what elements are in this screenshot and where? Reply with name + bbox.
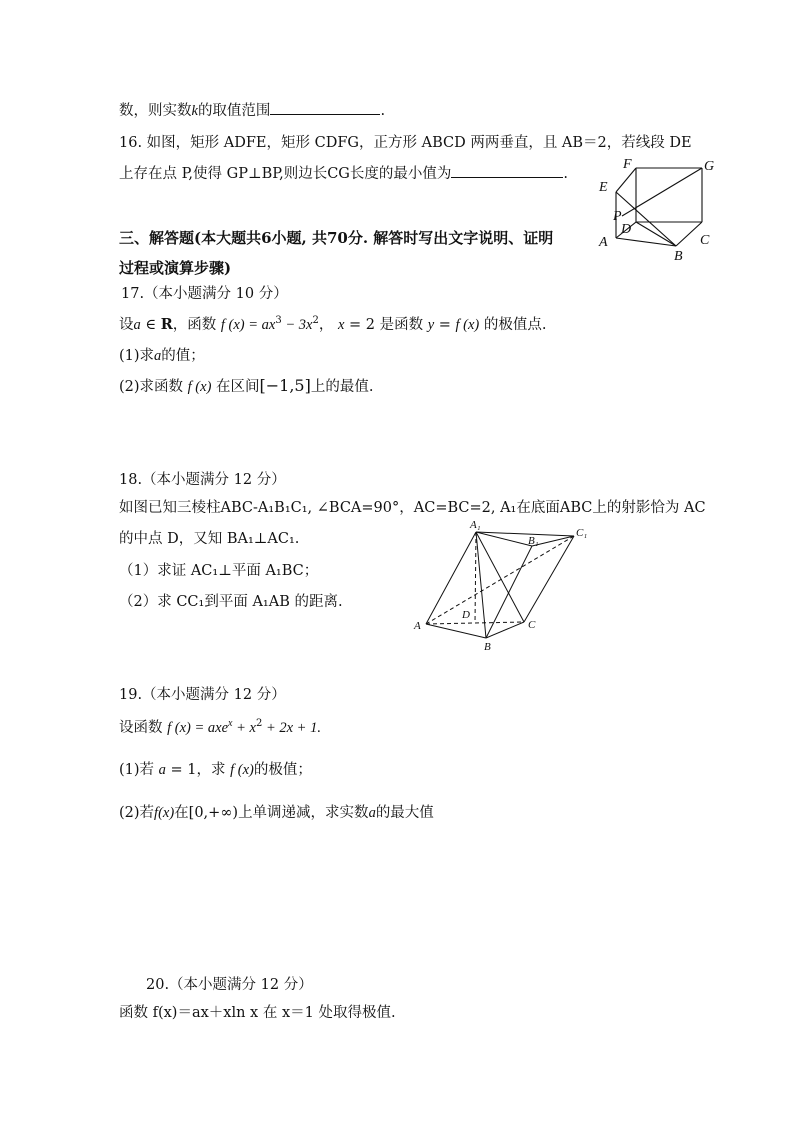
q17-part1 (119, 346, 205, 366)
fig-label: P (613, 209, 622, 224)
fig-label: G (704, 159, 715, 174)
text: 的值； (161, 348, 205, 364)
text: 设函数 (119, 720, 168, 736)
q20-statement: 函数 f(x)＝ax＋xln x 在 x＝1 处取得极值. (119, 1005, 396, 1021)
func-f: f (x) = ax (220, 317, 276, 333)
q17-header: 17.（本小题满分 10 分） (121, 286, 288, 302)
fig-label: B (674, 249, 683, 264)
q19-statement (119, 718, 321, 738)
q20-header: 20.（本小题满分 12 分） (146, 977, 313, 993)
var-x: x (337, 317, 345, 333)
q16-figure-box (592, 152, 724, 264)
var-a: a (158, 762, 166, 778)
func-f: f (x) (455, 317, 480, 333)
fig-label: B₁ (528, 535, 539, 547)
text: (1)若 (119, 762, 159, 778)
section3-line1: 三、解答题(本大题共6小题, 共70分. 解答时写出文字说明、证明 (119, 229, 554, 247)
text: 设 (119, 317, 134, 333)
text: 上单调递减，求实数 (238, 805, 369, 821)
text: = 2 是函数 (344, 317, 428, 333)
text: ，函数 (172, 317, 221, 333)
fig-label: F (623, 157, 632, 172)
q16-line2 (119, 163, 568, 184)
q15-tail (119, 100, 385, 121)
section3-line2: 过程或演算步骤) (119, 259, 232, 277)
fig-label: A (599, 235, 608, 250)
q18-part2: （2）求 CC₁到平面 A₁AB 的距离. (119, 594, 343, 610)
q15-text-2: 的取值范围 (197, 103, 271, 119)
text: ∈ (140, 317, 161, 333)
exp-3: 3 (275, 315, 282, 326)
exp-x: x (228, 718, 233, 729)
fig-label: C₁ (576, 527, 588, 539)
var-a: a (368, 805, 376, 821)
q16-line1: 16. 如图，矩形 ADFE，矩形 CDFG，正方形 ABCD 两两垂直，且 AB＝2，若线段 DE (119, 135, 692, 151)
fig-label: C (700, 233, 710, 248)
func-f: f (x) (230, 762, 254, 778)
text: 的极值； (253, 762, 312, 778)
q18-line1: 如图已知三棱柱ABC-A₁B₁C₁, ∠BCA=90°，AC=BC=2, A₁在底面ABC上的射影恰为 AC (119, 500, 706, 516)
term: + x (232, 720, 256, 736)
text: 的最大值 (375, 805, 434, 821)
q19-part2 (119, 803, 434, 823)
func-f: f (x) (187, 379, 212, 395)
interval: [−1,5] (259, 376, 311, 395)
q18-line2: 的中点 D，又知 BA₁⊥AC₁. (119, 531, 300, 547)
text: = (434, 317, 456, 333)
exp-2: 2 (312, 315, 319, 326)
fig-label: C (528, 619, 536, 631)
exp-2: 2 (255, 718, 263, 729)
text: (1)求 (119, 348, 155, 364)
var-a: a (154, 348, 162, 364)
interval: [0,+∞) (188, 805, 239, 821)
answer-blank[interactable] (270, 100, 380, 115)
func-f: f (x) = axe (167, 720, 229, 736)
q17-part2 (119, 376, 373, 397)
q16-line2-text: 上存在点 P,使得 GP⊥BP,则边长CG长度的最小值为 (119, 166, 452, 182)
q15-text: 数，则实数 (119, 103, 192, 119)
q19-part1 (119, 760, 312, 780)
text: 上的最值. (310, 379, 374, 395)
answer-blank[interactable] (451, 163, 563, 178)
q17-statement (119, 315, 546, 335)
text: = 1，求 (165, 762, 231, 778)
text: 在区间 (211, 379, 260, 395)
fig-label: A₁ (470, 519, 481, 531)
fig-label: E (599, 180, 608, 195)
text: 的极值点. (479, 317, 547, 333)
term: + 2x + 1. (262, 720, 321, 736)
q15-var-k: k (191, 103, 198, 119)
q18-part1: （1）求证 AC₁⊥平面 A₁BC； (119, 563, 319, 579)
text: (2)求函数 (119, 379, 188, 395)
var-y: y (427, 317, 435, 333)
fig-label: B (484, 641, 491, 653)
term: − 3x (281, 317, 313, 333)
text: ， (318, 317, 338, 333)
q18-figure-prism (412, 516, 602, 656)
text: (2)若 (119, 805, 155, 821)
q19-header: 19.（本小题满分 12 分） (119, 687, 286, 703)
fig-label: D (621, 222, 632, 237)
var-a: a (133, 317, 141, 333)
q16-end: . (563, 166, 568, 182)
fig-label: D (462, 609, 470, 621)
text: 在 (174, 805, 189, 821)
fig-label: A (414, 620, 421, 632)
q18-header: 18.（本小题满分 12 分） (119, 472, 286, 488)
set-R: R (160, 316, 173, 333)
func-f: f(x) (154, 805, 175, 821)
q15-end: . (380, 103, 386, 119)
